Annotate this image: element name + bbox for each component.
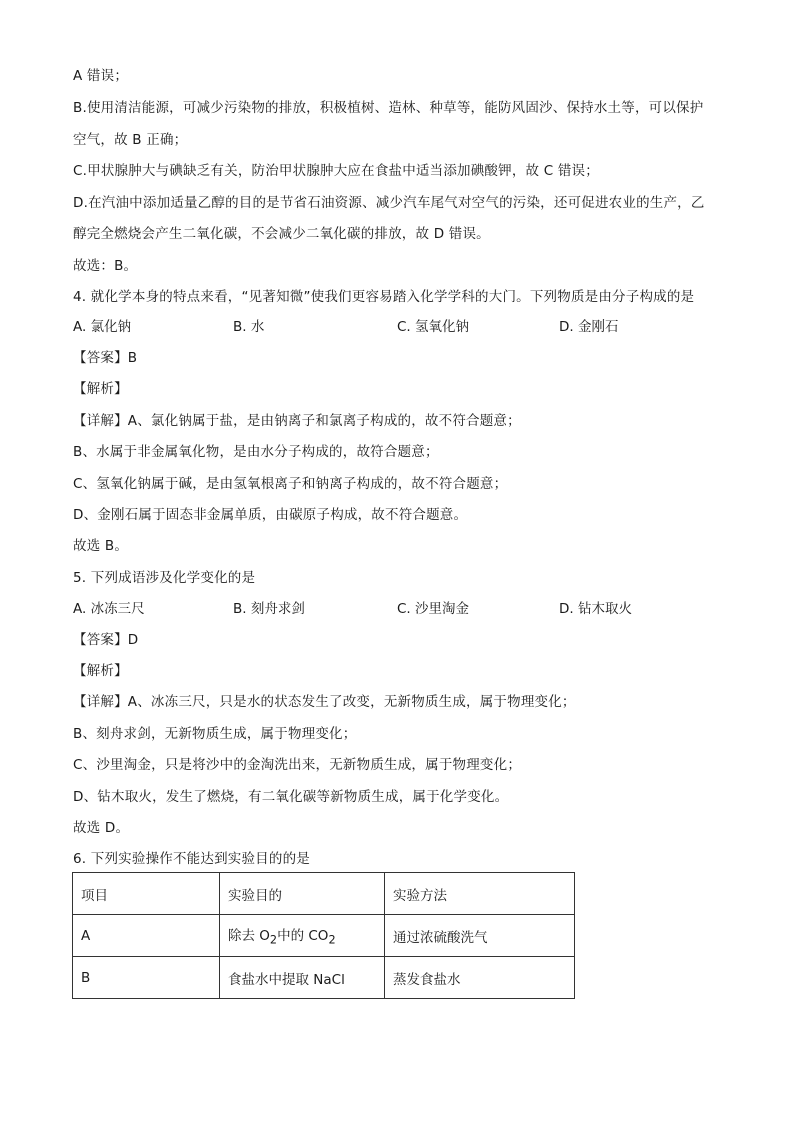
- q5-detail-line: B、刻舟求剑，无新物质生成，属于物理变化；: [73, 726, 357, 742]
- q3-explanation-line: D.在汽油中添加适量乙醇的目的是节省石油资源、减少汽车尾气对空气的污染，还可促进农业的生产，乙: [73, 195, 705, 211]
- q4-option-d: D. 金刚石: [559, 319, 619, 335]
- q5-analysis-heading: 【解析】: [73, 663, 128, 679]
- q3-explanation-line: 空气，故 B 正确；: [73, 132, 188, 148]
- q4-conclusion: 故选 B。: [73, 538, 129, 554]
- q5-answer: 【答案】D: [73, 632, 139, 648]
- q4-answer: 【答案】B: [73, 350, 138, 366]
- q4-stem: 4. 就化学本身的特点来看，“见著知微”使我们更容易踏入化学学科的大门。下列物质是由分子构成的是: [73, 289, 695, 305]
- q5-stem: 5. 下列成语涉及化学变化的是: [73, 570, 256, 586]
- q5-option-d: D. 钻木取火: [559, 601, 632, 617]
- q5-option-b: B. 刻舟求剑: [233, 601, 305, 617]
- table-row: [73, 957, 575, 999]
- q3-explanation-line: B.使用清洁能源，可减少污染物的排放，积极植树、造林、种草等，能防风固沙、保持水土等，可以保护: [73, 100, 704, 116]
- table-cell-item: A: [73, 915, 220, 957]
- q3-explanation-line: C.甲状腺肿大与碘缺乏有关，防治甲状腺肿大应在食盐中适当添加碘酸钾，故 C 错误；: [73, 163, 599, 179]
- q5-detail-line: D、钻木取火，发生了燃烧，有二氧化碳等新物质生成，属于化学变化。: [73, 789, 509, 805]
- table-cell-goal: 食盐水中提取 NaCl: [220, 957, 385, 999]
- q5-option-a: A. 冰冻三尺: [73, 601, 145, 617]
- table-cell-method: 通过浓硫酸洗气: [385, 915, 575, 957]
- table-cell-method: 蒸发食盐水: [385, 957, 575, 999]
- q4-option-a: A. 氯化钠: [73, 319, 132, 335]
- q4-option-b: B. 水: [233, 319, 265, 335]
- subscript: 2: [328, 933, 336, 947]
- q4-detail-line: D、金刚石属于固态非金属单质，由碳原子构成，故不符合题意。: [73, 507, 468, 523]
- q4-detail-line: C、氢氧化钠属于碱，是由氢氧根离子和钠离子构成的，故不符合题意；: [73, 476, 508, 492]
- goal-text: 除去 O: [228, 928, 270, 945]
- table-header-cell: 实验方法: [385, 873, 575, 915]
- table-cell-goal: [220, 915, 385, 957]
- q5-conclusion: 故选 D。: [73, 820, 130, 836]
- q4-detail-line: B、水属于非金属氧化物，是由水分子构成的，故符合题意；: [73, 444, 439, 460]
- q3-conclusion: 故选：B。: [73, 258, 138, 274]
- q4-option-c: C. 氢氧化钠: [397, 319, 470, 335]
- table-row: [73, 915, 575, 957]
- goal-text: 中的 CO: [277, 928, 329, 945]
- table-header-row: [73, 873, 575, 915]
- table-cell-item: B: [73, 957, 220, 999]
- q5-option-c: C. 沙里淘金: [397, 601, 470, 617]
- q4-analysis-heading: 【解析】: [73, 381, 128, 397]
- q5-detail-line: C、沙里淘金，只是将沙中的金淘洗出来，无新物质生成，属于物理变化；: [73, 757, 522, 773]
- table-header-cell: 实验目的: [220, 873, 385, 915]
- q5-detail-line: 【详解】A、冰冻三尺，只是水的状态发生了改变，无新物质生成，属于物理变化；: [73, 694, 576, 710]
- q6-stem: 6. 下列实验操作不能达到实验目的的是: [73, 851, 310, 867]
- subscript: 2: [269, 933, 278, 947]
- q6-table: [72, 872, 575, 999]
- table-header-cell: 项目: [73, 873, 220, 915]
- q4-detail-line: 【详解】A、氯化钠属于盐，是由钠离子和氯离子构成的，故不符合题意；: [73, 413, 521, 429]
- q3-explanation-line: A 错误；: [73, 68, 129, 84]
- q3-explanation-line: 醇完全燃烧会产生二氧化碳，不会减少二氧化碳的排放，故 D 错误。: [73, 226, 490, 242]
